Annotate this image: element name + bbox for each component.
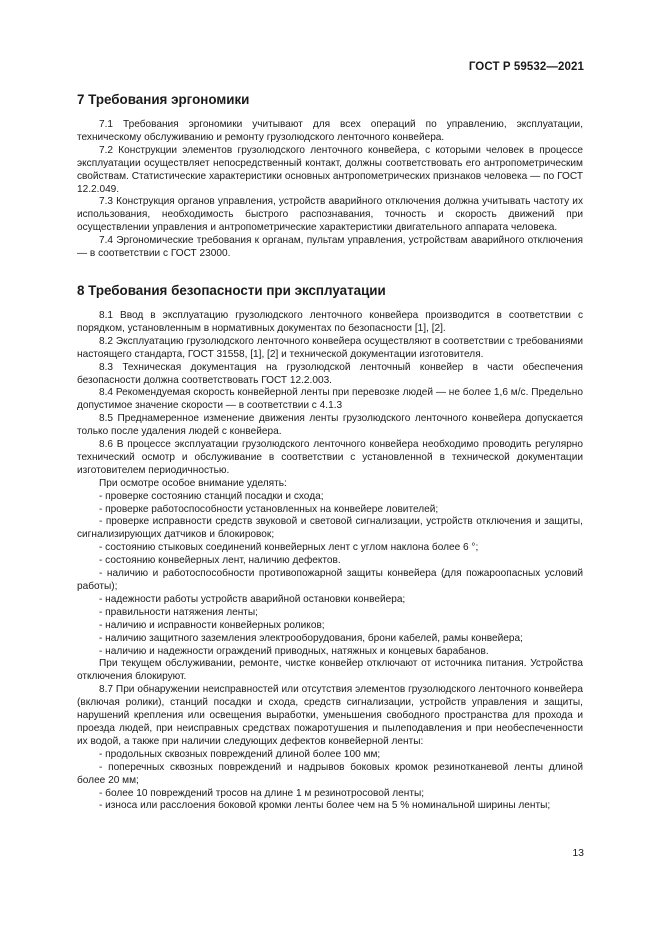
list-item: - продольных сквозных повреждений длиной более 100 мм; xyxy=(99,748,381,760)
paragraph-8-3: 8.3 Техническая документация на грузолюдской ленточный конвейер в части обеспечения безопасности должна соответствовать ГОСТ 12.2.003. xyxy=(77,361,583,386)
list-item: - правильности натяжения ленты; xyxy=(99,606,258,618)
section-8-title: 8 Требования безопасности при эксплуатации xyxy=(77,282,386,298)
document-number: ГОСТ Р 59532—2021 xyxy=(468,61,584,73)
paragraph-8-7: 8.7 При обнаружении неисправностей или отсутствия элементов грузолюдского ленточного конвейера (включая ролики), станций посадки и схода, средств сигнализации, устройств управления и защиты, нарушений крепления или освещения выработки, уменьшения свободного пространства для прохода и проезда людей, при неисправных средствах пожаротушения и пылеподавления и при необеспеченности их водой, а также при наличии следующих дефектов конвейерной ленты: xyxy=(77,684,583,747)
list-item: - состоянию конвейерных лент, наличию дефектов. xyxy=(99,555,341,567)
maintenance-note: При текущем обслуживании, ремонте, чистке конвейер отключают от источника питания. Устройства отключения блокируют. xyxy=(77,658,583,683)
list-item: - более 10 повреждений тросов на длине 1 м резинотросовой ленты; xyxy=(99,787,425,799)
list-item: - износа или расслоения боковой кромки ленты более чем на 5 % номинальной ширины ленты; xyxy=(99,800,551,812)
paragraph-8-5: 8.5 Преднамеренное изменение движения ленты грузолюдского ленточного конвейера допускается только после удаления людей с конвейера. xyxy=(77,413,583,438)
list-item: - наличию и исправности конвейерных роликов; xyxy=(99,619,325,631)
list-item: - состоянию стыковых соединений конвейерных лент с углом наклона более 6 °; xyxy=(99,542,479,554)
paragraph-8-2: 8.2 Эксплуатацию грузолюдского ленточного конвейера осуществляют в соответствии с требованиями настоящего стандарта, ГОСТ 31558, [1], [2] и технической документации изготовителя. xyxy=(77,335,583,360)
paragraph-7-3: 7.3 Конструкция органов управления, устройств аварийного отключения должна учитывать частоту их использования, необходимость быстрого распознавания, точность и скорость движений при осуществлении управления и антропометрические характеристики двигательного аппарата человека. xyxy=(77,196,583,234)
list-item: - наличию защитного заземления электрооборудования, брони кабелей, рамы конвейера; xyxy=(99,632,523,644)
paragraph-8-6: 8.6 В процессе эксплуатации грузолюдского ленточного конвейера необходимо проводить регулярно технический осмотр и обслуживание в соответствии с установленной в технической документации изготовителем периодичностью. xyxy=(77,439,583,476)
page-content xyxy=(77,92,583,813)
paragraph-8-1: 8.1 Ввод в эксплуатацию грузолюдского ленточного конвейера производится в соответствии с порядком, установленным в нормативных документах по безопасности [1], [2]. xyxy=(77,309,583,334)
list-item: - наличию и работоспособности противопожарной защиты конвейера (для пожароопасных условий работы); xyxy=(77,568,583,592)
list-item: - наличию и надежности ограждений приводных, натяжных и концевых барабанов. xyxy=(99,645,489,657)
list-item: - поперечных сквозных повреждений и надрывов боковых кромок резинотканевой ленты длиной более 20 мм; xyxy=(77,761,583,786)
list-item: - надежности работы устройств аварийной остановки конвейера; xyxy=(99,593,406,605)
list-item: - проверке состоянию станций посадки и схода; xyxy=(99,490,324,502)
paragraph-7-1: 7.1 Требования эргономики учитывают для всех операций по управлению, эксплуатации, техническому обслуживанию и ремонту грузолюдского ленточного конвейера. xyxy=(77,119,583,143)
section-7-body xyxy=(77,119,583,261)
paragraph-7-4: 7.4 Эргономические требования к органам, пультам управления, устройствам аварийного отключения — в соответствии с ГОСТ 23000. xyxy=(77,235,583,260)
section-8-body xyxy=(77,310,583,813)
paragraph-7-2: 7.2 Конструкции элементов грузолюдского ленточного конвейера, с которыми человек в процессе эксплуатации осуществляет непосредственный контакт, должны соответствовать его антропометрическим свойствам. Статистические характеристики основных антропометрических признаков человека — по ГОСТ 12.2.049. xyxy=(77,144,583,195)
list-item: - проверке работоспособности установленных на конвейере ловителей; xyxy=(99,503,439,515)
section-7-title: 7 Требования эргономики xyxy=(77,92,250,107)
inspection-intro: При осмотре особое внимание уделять: xyxy=(99,477,287,489)
page-number: 13 xyxy=(572,847,584,859)
defect-list xyxy=(77,749,583,814)
paragraph-8-4: 8.4 Рекомендуемая скорость конвейерной ленты при перевозке людей — не более 1,6 м/с. Предельно допустимое значение скорости — в соответствии с 4.1.3 xyxy=(77,387,583,412)
inspection-list xyxy=(77,491,583,659)
list-item: - проверке исправности средств звуковой и световой сигнализации, устройств отключения и защиты, сигнализирующих датчиков и блокировок; xyxy=(77,516,583,541)
